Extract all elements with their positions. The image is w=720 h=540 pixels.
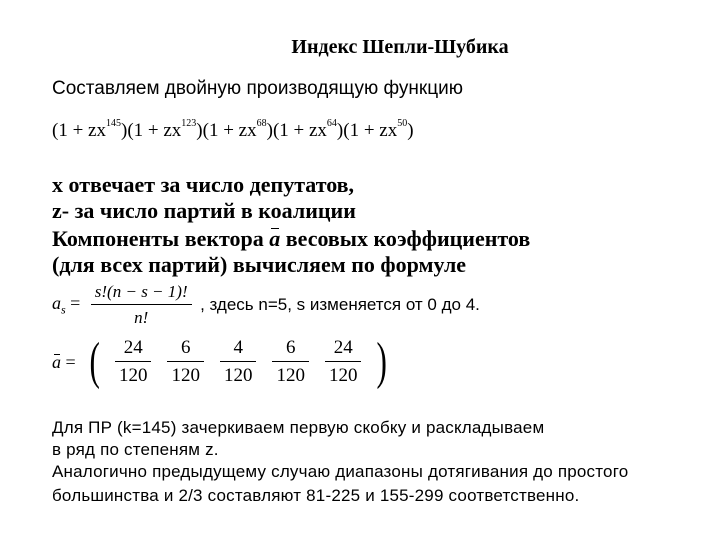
left-paren: ( [89,333,100,390]
bold-line-vector-post: весовых коэффициентов [285,226,531,251]
formula-fraction [91,282,192,328]
component-denominator: 120 [272,361,309,387]
component-denominator: 120 [325,361,362,387]
formula-numerator: s!(n − s − 1)! [94,282,188,301]
right-paren: ) [376,333,388,390]
intro-text: Составляем двойную производящую функцию [52,78,463,99]
component-numerator: 4 [233,337,243,358]
bold-line-parties: z- за число партий в коалиции [52,198,356,223]
vector-component [115,337,152,387]
component-denominator: 120 [115,361,152,387]
vector-components [107,337,370,386]
gen-factor: $(1 + zx^{64})$ [272,118,344,141]
weight-vector [52,333,391,396]
body-line-1: Для ПР (k=145) зачеркиваем первую скобку и раскладываем [52,418,545,437]
vector-component [325,337,362,387]
bold-line-deputies: x отвечает за число депутатов, [52,172,355,197]
weight-formula [52,282,480,332]
component-numerator: 6 [180,337,191,358]
gen-factor: $(1 + zx^{123})$ [127,118,203,141]
body-line-2: в ряд по степеням z. [52,440,219,459]
bold-line-formula: (для всех партий) вычисляем по формуле [52,252,467,277]
component-denominator: 120 [220,361,257,387]
formula-denominator: n! [91,304,192,328]
component-numerator: 24 [333,337,353,358]
generating-function [52,118,414,142]
formula-lhs: $a_s$ = [52,292,81,317]
component-numerator: 24 [123,337,143,358]
vector-symbol: a [269,226,281,251]
component-denominator: 120 [167,361,204,387]
vector-lhs: a = [52,351,76,372]
gen-factor: $(1 + zx^{145})$ [52,118,128,141]
bold-line-vector-pre: Компоненты вектора [52,226,264,251]
vector-component [167,337,204,387]
bold-line-vector [52,226,530,252]
body-line-4: большинства и 2/3 составляют 81-225 и 155-299 соответственно. [52,486,580,505]
vector-component [220,337,257,387]
vector-component [272,337,309,387]
gen-factor: $(1 + zx^{68})$ [202,118,273,141]
component-numerator: 6 [285,337,296,358]
gen-factor: $(1 + zx^{50})$ [343,118,414,141]
slide-title: Индекс Шепли-Шубика [291,36,509,58]
formula-tail: , здесь n=5, s изменяется от 0 до 4. [200,295,480,314]
body-line-3: Аналогично предыдущему случаю диапазоны дотягивания до простого [52,462,629,481]
